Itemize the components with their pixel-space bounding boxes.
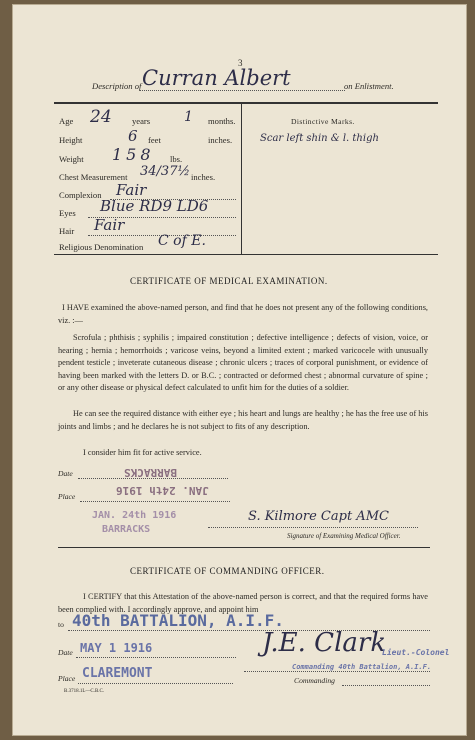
- medical-heading: CERTIFICATE OF MEDICAL EXAMINATION.: [130, 276, 328, 286]
- to-label: to: [58, 620, 64, 629]
- hair-label: Hair: [59, 226, 75, 236]
- enlistment-suffix: on Enlistment.: [344, 81, 394, 91]
- form-divider: [241, 104, 242, 254]
- complexion-value: Fair: [116, 181, 147, 199]
- inches-label: inches.: [208, 135, 233, 145]
- height-feet: 6: [128, 127, 138, 145]
- stamp-place: BARRACKS: [102, 524, 151, 535]
- recruit-name: Curran Albert: [142, 66, 291, 90]
- chest-unit: inches.: [191, 172, 216, 182]
- medical-officer-caption: Signature of Examining Medical Officer.: [287, 532, 401, 540]
- commanding-signature: J.E. Clark: [262, 628, 387, 658]
- chest-label: Chest Measurement: [59, 172, 128, 182]
- commanding-date-stamp: MAY 1 1916: [80, 641, 153, 655]
- hair-value: Fair: [94, 216, 125, 234]
- feet-label: feet: [148, 135, 161, 145]
- medical-para-1: I HAVE examined the above-named person, and find that he does not present any of the following conditions, viz. :—: [58, 303, 428, 325]
- weight-value: 158: [112, 145, 155, 164]
- eyes-label: Eyes: [59, 208, 76, 218]
- description-label: Description of: [92, 81, 142, 91]
- unit-stamp: 40th BATTALION, A.I.F.: [72, 611, 284, 630]
- eyes-value: Blue RD9 LD6: [100, 197, 209, 215]
- commanding-signature-line: [244, 671, 430, 672]
- weight-label: Weight: [59, 154, 84, 164]
- medical-place-label: Place: [58, 492, 76, 501]
- weight-unit: lbs.: [170, 154, 183, 164]
- printer-mark: B.3718.1L—C.B.C.: [64, 689, 105, 694]
- religion-value: C of E.: [158, 233, 206, 249]
- commanding-heading: CERTIFICATE OF COMMANDING OFFICER.: [130, 566, 325, 576]
- commanding-label: Commanding: [294, 676, 335, 685]
- name-line: [140, 90, 345, 91]
- medical-date-label: Date: [58, 469, 73, 478]
- commanding-date-label: Date: [58, 648, 73, 657]
- commanding-line: [342, 685, 430, 686]
- commanding-para: I CERTIFY that this Attestation of the above-named person is correct, and that the required forms have been complied with. I accordingly approve, and appoint him: [58, 592, 428, 614]
- age-years: 24: [90, 107, 112, 127]
- distinctive-marks-value: Scar left shin & l. thigh: [260, 133, 379, 144]
- commanding-place-line: [78, 683, 233, 684]
- commanding-date-line: [76, 657, 236, 658]
- height-label: Height: [59, 135, 83, 145]
- section-divider: [58, 547, 430, 548]
- commanding-place-label: Place: [58, 674, 76, 683]
- form-bottom-rule: [54, 254, 438, 255]
- mirrored-stamp-date: JAN. 24th 1916: [116, 484, 209, 497]
- medical-para-3: He can see the required distance with either eye ; his heart and lungs are healthy ; he has the free use of his joints and limbs ; and he declares he is not subject to fits of any description.: [58, 409, 428, 431]
- medical-fit: I consider him fit for active service.: [83, 448, 202, 457]
- medical-place-line: [80, 501, 230, 502]
- commanding-place-stamp: CLAREMONT: [82, 666, 153, 681]
- stamp-date: JAN. 24th 1916: [92, 510, 177, 521]
- months-label: months.: [208, 116, 236, 126]
- religion-label: Religious Denomination: [59, 242, 144, 252]
- years-label: years: [132, 116, 151, 126]
- attestation-page: [12, 4, 467, 736]
- medical-officer-signature: S. Kilmore Capt AMC: [248, 509, 389, 524]
- form-top-rule: [54, 102, 438, 104]
- age-label: Age: [59, 116, 74, 126]
- rank-stamp: Lieut.-Colonel: [382, 648, 450, 657]
- distinctive-marks-label: Distinctive Marks.: [291, 117, 355, 126]
- medical-signature-line: [208, 527, 418, 528]
- chest-value: 34/37½: [140, 164, 191, 179]
- mirrored-stamp-barracks: BARRACKS: [124, 466, 177, 479]
- age-months: 1: [184, 109, 193, 125]
- commanding-unit-stamp: Commanding 40th Battalion, A.I.F.: [292, 663, 432, 671]
- page-number: 3: [238, 58, 243, 68]
- complexion-label: Complexion: [59, 190, 102, 200]
- medical-conditions: Scrofula ; phthisis ; syphilis ; impaired constitution ; defective intelligence ; defects of vision, voice, or hearing ; hernia ; hemorrhoids ; varicose veins, beyond a limited extent ; marked varicocele with unusually pendent testicle ; inveterate cutaneous disease ; chronic ulcers ; traces of corporal punishment, or evidence of having been marked with the letters D. or B.C. ; contracted or deformed chest ; abnormal curvature of spine ; or any other disease or physical defect calculated to unfit him for the duties of a soldier.: [58, 333, 428, 393]
